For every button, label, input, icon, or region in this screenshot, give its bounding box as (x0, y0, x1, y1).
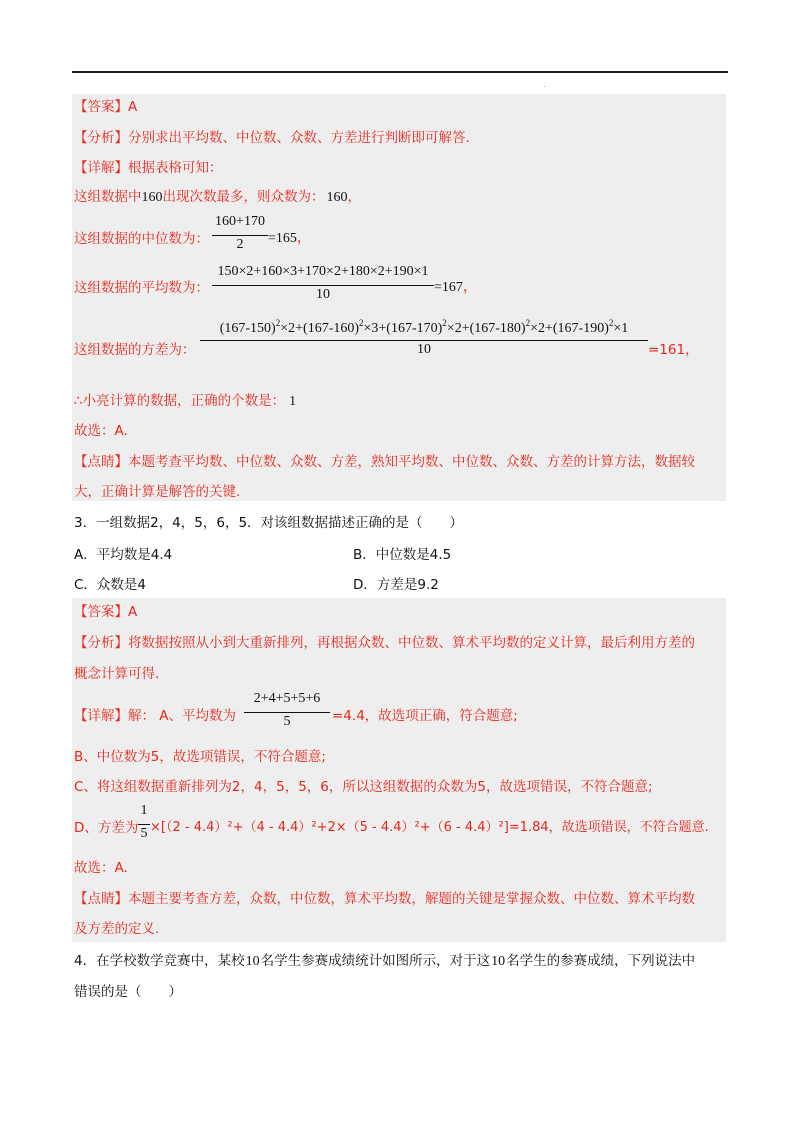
analysis-line: 【分析】分别求出平均数、中位数、众数、方差进行判断即可解答. (74, 130, 470, 146)
median-denominator: 2 (236, 237, 244, 252)
question-4-line-2: 错误的是（ ） (74, 984, 182, 1000)
question-3-stem: 3．一组数据2，4，5，6，5．对该组数据描述正确的是（ ） (74, 515, 464, 531)
option-a: A．平均数是4.4 (74, 547, 173, 563)
detail-suffix: =4.4，故选项正确，符合题意; (332, 708, 518, 724)
median-fraction (212, 214, 268, 258)
comment-line-1: 【点睛】本题考查平均数、中位数、众数、方差，熟知平均数、中位数、众数、方差的计算方法，数据较 (74, 454, 695, 470)
mode-end: ， (347, 189, 361, 205)
header-rule (72, 71, 728, 73)
option-d: D．方差是9.2 (353, 577, 439, 593)
answer-line: 【答案】A (74, 604, 138, 620)
variance-result: =161， (648, 342, 699, 358)
variance-numerator: $(167-150)^2\times 2+(167-160)^2\times 3+(167-170)^2\times 2+(167-180)^2\times 2+(167-190)^2\times 1$ (219, 318, 629, 336)
mean-numerator: 2+4+5+5+6 (253, 691, 321, 706)
mean-label: 这组数据的平均数为： (74, 280, 209, 296)
option-b-check: B、中位数为5，故选项错误，不符合题意; (74, 749, 326, 765)
conclusion-value: 1 (289, 394, 297, 409)
variance-fraction (200, 318, 648, 362)
detail-prefix: 【详解】解： A、平均数为 (74, 708, 237, 724)
detail-line: 【详解】根据表格可知： (74, 160, 223, 176)
comment-line-1: 【点睛】本题主要考查方差，众数，中位数，算术平均数，解题的关键是掌握众数、中位数、算术平均数 (74, 891, 695, 907)
choice-line: 故选：A. (74, 423, 128, 439)
median-result: =165， (268, 230, 311, 246)
variance-label: 这组数据的方差为： (74, 342, 196, 358)
one-fifth-fraction (138, 803, 150, 847)
mode-mid: 出现次数最多，则众数为： (162, 189, 325, 205)
header-dot: . (543, 80, 546, 89)
count-value: 10 (491, 954, 506, 969)
median-label: 这组数据的中位数为： (74, 231, 209, 247)
mode-prefix: 这组数据中 (74, 189, 142, 205)
fraction-bar (212, 285, 434, 286)
mean-result: =167， (434, 279, 477, 295)
analysis-line-1: 【分析】将数据按照从小到大重新排列，再根据众数、中位数、算术平均数的定义计算，最后利用方差的 (74, 635, 695, 651)
fraction-bar (200, 340, 648, 341)
mean-denominator: 10 (316, 287, 330, 302)
fraction-bar (138, 824, 150, 825)
mode-answer: 160 (326, 190, 348, 205)
analysis-line-2: 概念计算可得. (74, 666, 160, 682)
median-numerator: 160+170 (215, 214, 265, 229)
comment-line-2: 及方差的定义. (74, 921, 160, 937)
option-c: C．众数是4 (74, 577, 147, 593)
option-d-suffix: ×[（2 - 4.4）²+（4 - 4.4）²+2×（5 - 4.4）²+（6 - 4.4）²]=1.84，故选项错误，不符合题意. (150, 820, 709, 835)
option-c-check: C、将这组数据重新排列为2，4，5，5，6，所以这组数据的众数为5，故选项错误，不符合题意; (74, 779, 653, 795)
mean-fraction (212, 264, 434, 308)
mean-fraction (244, 691, 330, 735)
fraction-bar (212, 235, 268, 236)
mean-numerator: 150×2+160×3+170×2+180×2+190×1 (217, 264, 429, 279)
mean-denominator: 5 (283, 714, 291, 729)
choice-line: 故选：A. (74, 860, 128, 876)
mode-line (74, 187, 361, 208)
mode-value: 160 (141, 190, 163, 205)
option-b: B．中位数是4.5 (353, 547, 452, 563)
option-d-prefix: D、方差为 (74, 820, 139, 836)
conclusion-line: ∴小亮计算的数据，正确的个数是： 1 (74, 393, 297, 409)
fraction-bar (244, 712, 330, 713)
comment-line-2: 大，正确计算是解答的关键. (74, 484, 241, 500)
answer-line: 【答案】A (74, 99, 138, 115)
question-4-line-1: 4．在学校数学竞赛中，某校10名学生参赛成绩统计如图所示，对于这10名学生的参赛成绩，下列说法中 (74, 953, 696, 969)
variance-denominator: 10 (417, 342, 431, 357)
fraction-numerator: 1 (140, 803, 148, 818)
fraction-denominator: 5 (140, 826, 148, 841)
count-value: 10 (245, 954, 260, 969)
